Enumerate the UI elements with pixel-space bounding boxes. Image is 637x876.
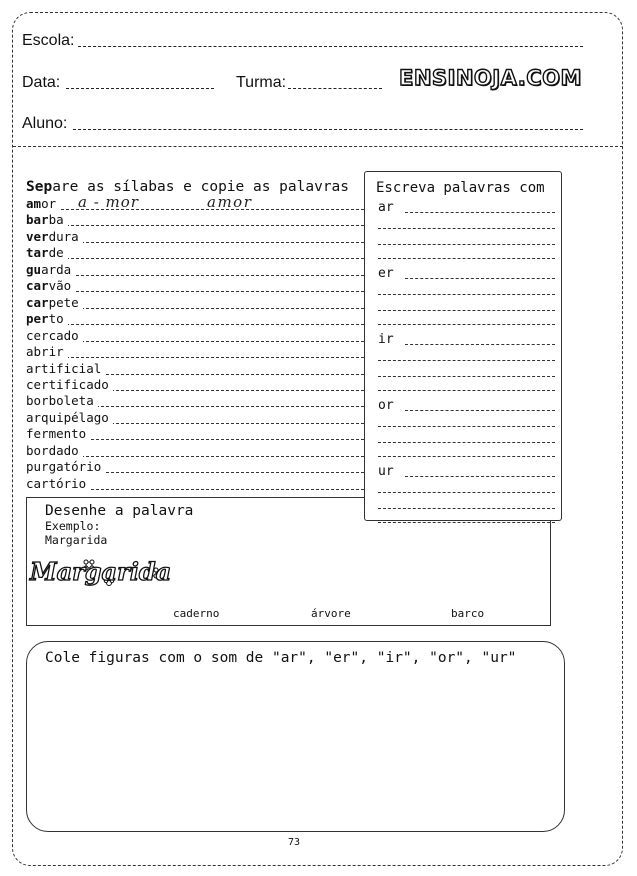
syllable-label: er	[378, 266, 394, 281]
word-label: tarde	[26, 245, 68, 260]
margarida-art-text: Margarida	[30, 557, 172, 586]
word-row	[26, 426, 366, 442]
word-label: artificial	[26, 361, 105, 376]
example-syllables-handwritten: a - mor	[78, 193, 139, 211]
word-answer-line[interactable]	[26, 225, 364, 226]
word-label: abrir	[26, 344, 68, 359]
word-row	[26, 196, 366, 212]
student-field[interactable]	[73, 129, 583, 130]
word-label: purgatório	[26, 459, 105, 474]
syllable-answer-line[interactable]	[378, 376, 555, 377]
student-label: Aluno:	[22, 115, 68, 132]
word-label: verdura	[26, 229, 83, 244]
draw-example-word: Margarida	[45, 533, 108, 547]
word-label: cartório	[26, 476, 90, 491]
word-row	[26, 311, 366, 327]
word-row	[26, 361, 366, 377]
syllable-answer-line[interactable]	[405, 476, 555, 477]
word-label: amor	[26, 196, 60, 211]
word-row	[26, 328, 366, 344]
school-label: Escola:	[22, 32, 75, 49]
example-word-handwritten: amor	[207, 193, 253, 211]
syllable-answer-line[interactable]	[378, 492, 555, 493]
school-field[interactable]	[78, 46, 583, 47]
word-row	[26, 410, 366, 426]
word-row	[26, 344, 366, 360]
word-row	[26, 212, 366, 228]
draw-word-barco: barco	[451, 607, 485, 620]
syllable-answer-line[interactable]	[378, 522, 555, 523]
syllable-label: ur	[378, 464, 394, 479]
separate-title: Separe as sílabas e copie as palavras	[26, 179, 350, 195]
class-field[interactable]	[288, 88, 382, 89]
date-field[interactable]	[66, 88, 214, 89]
word-label: cercado	[26, 328, 83, 343]
word-row	[26, 459, 366, 475]
word-label: bordado	[26, 443, 83, 458]
syllable-answer-line[interactable]	[378, 442, 555, 443]
draw-word-caderno: caderno	[173, 607, 220, 620]
word-row	[26, 262, 366, 278]
syllable-answer-line[interactable]	[405, 278, 555, 279]
word-answer-line[interactable]	[26, 357, 364, 358]
write-words-box	[364, 171, 562, 521]
syllable-answer-line[interactable]	[378, 390, 555, 391]
syllable-answer-line[interactable]	[378, 258, 555, 259]
syllable-answer-line[interactable]	[378, 426, 555, 427]
margarida-illustration	[30, 557, 171, 586]
word-row	[26, 278, 366, 294]
syllable-label: ar	[378, 200, 394, 215]
syllable-answer-line[interactable]	[405, 212, 555, 213]
ensinoja-logo: ENSINOJA.COM	[399, 66, 582, 90]
word-label: guarda	[26, 262, 75, 277]
word-label: arquipélago	[26, 410, 113, 425]
word-row	[26, 393, 366, 409]
date-label: Data:	[22, 74, 61, 91]
word-answer-line[interactable]	[26, 275, 364, 276]
word-answer-line[interactable]	[26, 291, 364, 292]
write-words-title: Escreva palavras com	[376, 180, 545, 196]
syllable-answer-line[interactable]	[378, 244, 555, 245]
word-row	[26, 476, 366, 492]
syllable-answer-line[interactable]	[405, 344, 555, 345]
word-answer-line[interactable]	[26, 324, 364, 325]
word-row	[26, 229, 366, 245]
word-label: barba	[26, 212, 68, 227]
word-row	[26, 443, 366, 459]
paste-figures-box	[26, 641, 565, 832]
header-divider	[13, 146, 623, 147]
paste-figures-title: Cole figuras com o som de "ar", "er", "ir", "or", "ur"	[45, 650, 517, 666]
syllable-answer-line[interactable]	[378, 310, 555, 311]
syllable-answer-line[interactable]	[378, 294, 555, 295]
word-label: perto	[26, 311, 68, 326]
word-label: certificado	[26, 377, 113, 392]
syllable-label: ir	[378, 332, 394, 347]
word-label: fermento	[26, 426, 90, 441]
word-row	[26, 377, 366, 393]
class-label: Turma:	[236, 74, 287, 91]
draw-example-label: Exemplo:	[45, 519, 101, 533]
syllable-answer-line[interactable]	[378, 360, 555, 361]
syllable-answer-line[interactable]	[378, 228, 555, 229]
word-label: carpete	[26, 295, 83, 310]
word-answer-line[interactable]	[26, 209, 364, 210]
word-answer-line[interactable]	[26, 258, 364, 259]
word-row	[26, 245, 366, 261]
word-label: carvão	[26, 278, 75, 293]
page-number: 73	[288, 837, 301, 848]
draw-word-arvore: árvore	[311, 607, 351, 620]
word-row	[26, 295, 366, 311]
word-label: borboleta	[26, 393, 98, 408]
syllable-answer-line[interactable]	[378, 456, 555, 457]
syllable-label: or	[378, 398, 394, 413]
syllable-answer-line[interactable]	[405, 410, 555, 411]
syllable-answer-line[interactable]	[378, 324, 555, 325]
syllable-answer-line[interactable]	[378, 508, 555, 509]
draw-title: Desenhe a palavra	[45, 503, 194, 519]
